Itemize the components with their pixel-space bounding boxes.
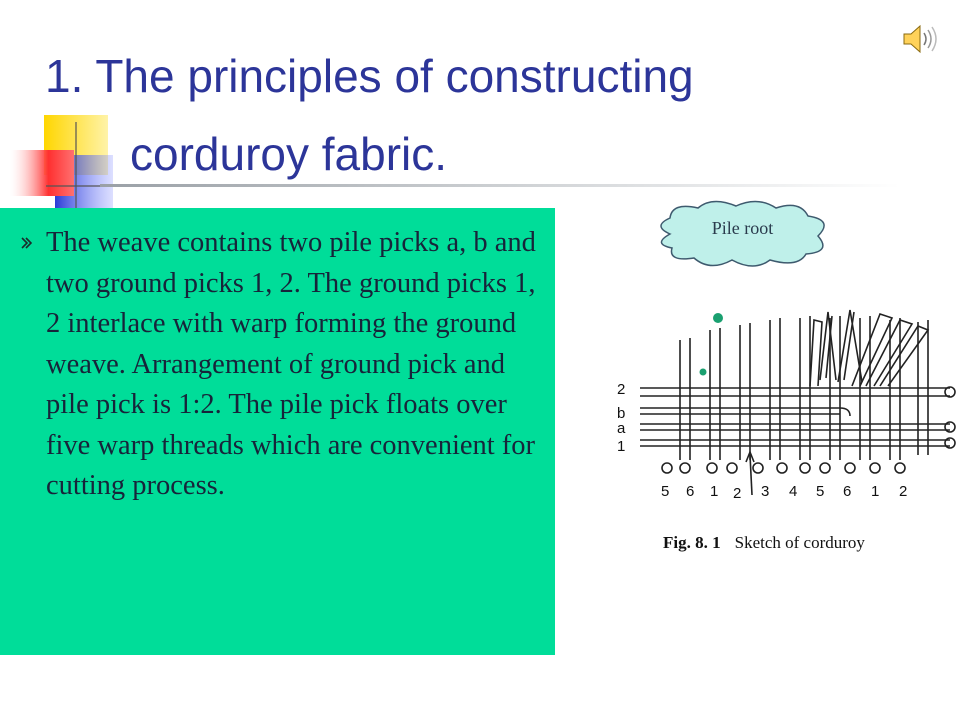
decorative-blocks [0,100,140,220]
figure-bottom-label: 2 [733,485,742,502]
figure-bottom-label: 6 [843,483,852,500]
figure-bottom-label: 1 [710,483,719,500]
figure-bottom-label: 3 [761,483,770,500]
figure-bottom-label: 1 [871,483,880,500]
figure-bottom-label: 5 [661,483,670,500]
figure-caption [663,533,865,553]
callout-label: Pile root [711,218,774,238]
figure-left-label: a [617,420,626,437]
content-panel [0,208,555,655]
arrow-bullet-icon [20,236,34,250]
figure-caption-number: Fig. 8. 1 [663,533,721,552]
figure-bottom-label: 5 [816,483,825,500]
title-line-2: corduroy fabric. [130,128,448,180]
body-paragraph: The weave contains two pile picks a, b and two ground picks 1, 2. The ground picks 1, 2 interlace with warp forming the ground weave. Arrangement of ground pick and pile pick is 1:2. The pile pick floats over five warp threads which are convenient for cutting process. [46,227,536,501]
title-line-1: 1. The principles of constructing [45,50,694,102]
corduroy-sketch [600,290,960,570]
figure-left-label: 2 [617,381,626,398]
figure-caption-text: Sketch of corduroy [734,533,865,552]
figure-left-label: 1 [617,438,626,455]
figure-bottom-label: 6 [686,483,695,500]
figure-bottom-label: 4 [789,483,798,500]
speaker-icon[interactable] [900,22,940,56]
figure-bottom-label: 2 [899,483,908,500]
figure-left-label: b [617,405,626,422]
